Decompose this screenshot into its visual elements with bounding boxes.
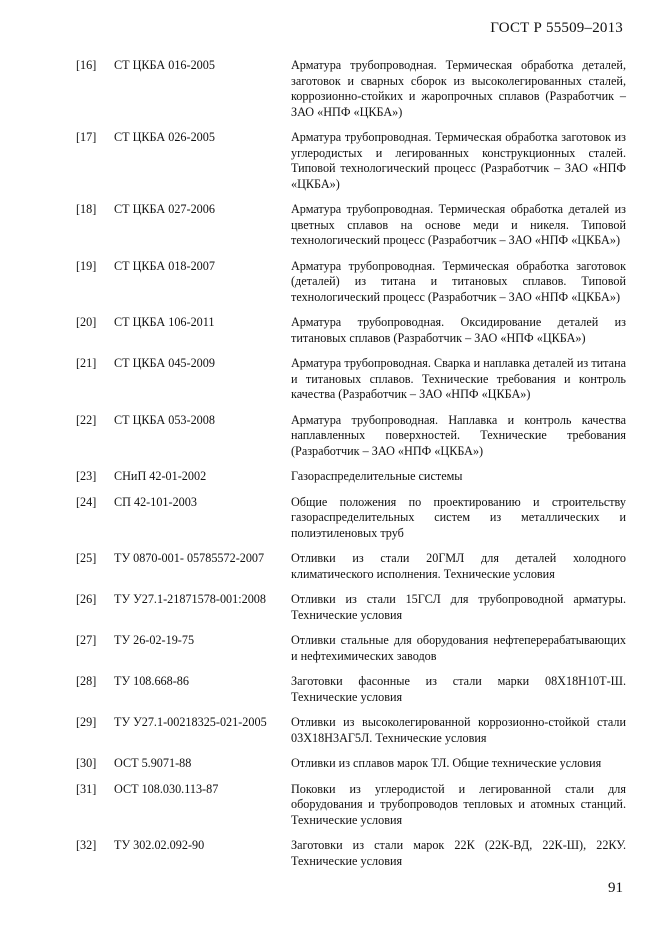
reference-number: [21] [76, 356, 97, 370]
reference-code: ТУ У27.1-21871578-001:2008 [114, 592, 266, 606]
reference-number: [23] [76, 469, 97, 483]
reference-row [76, 130, 626, 202]
reference-row [76, 551, 626, 592]
reference-row [76, 469, 626, 495]
reference-number: [28] [76, 674, 97, 688]
reference-description: Арматура трубопроводная. Наплавка и контроль качества наплавленных поверхностей. Технические требования (Разработчик – ЗАО «НПФ «ЦКБА») [291, 412, 626, 458]
reference-description: Арматура трубопроводная. Термическая обработка заготовок из углеродистых и легированных конструкционных сталей. Типовой технологический процесс (Разработчик – ЗАО «НПФ «ЦКБА») [291, 130, 626, 191]
reference-description: Арматура трубопроводная. Сварка и наплавка деталей из титана и титановых сплавов. Технические требования и контроль качества (Разработчик – ЗАО «НПФ «ЦКБА») [291, 356, 626, 401]
reference-row [76, 782, 626, 839]
reference-code: СТ ЦКБА 018-2007 [114, 258, 215, 273]
reference-code: ОСТ 5.9071-88 [114, 756, 192, 770]
reference-number: [18] [76, 202, 97, 216]
reference-description: Заготовки фасонные из стали марки 08Х18Н10Т-Ш. Технические условия [291, 674, 626, 704]
reference-row [76, 715, 626, 756]
reference-code: СП 42-101-2003 [114, 494, 197, 509]
reference-number: [20] [76, 315, 97, 329]
reference-row [76, 413, 626, 470]
reference-row [76, 756, 626, 782]
reference-number: [29] [76, 715, 97, 729]
reference-row [76, 202, 626, 259]
reference-code: СТ ЦКБА 053-2008 [114, 412, 215, 427]
reference-number: [31] [76, 781, 97, 796]
reference-number: [16] [76, 58, 97, 72]
reference-number: [30] [76, 756, 97, 770]
reference-description: Арматура трубопроводная. Оксидирование деталей из титановых сплавов (Разработчик – ЗАО «НПФ «ЦКБА») [291, 315, 626, 345]
reference-description: Арматура трубопроводная. Термическая обработка деталей, заготовок и сварных сборок из высоколегированных сталей, коррозионно-стойких и жаропрочных сплавов (Разработчик – ЗАО «НПФ «ЦКБА») [291, 58, 626, 119]
reference-number: [24] [76, 494, 97, 509]
reference-code: ТУ У27.1-00218325-021-2005 [114, 715, 267, 729]
reference-description: Общие положения по проектированию и строительству газораспределительных систем из металлических и полиэтиленовых труб [291, 494, 626, 540]
reference-row [76, 674, 626, 715]
reference-number: [19] [76, 258, 97, 273]
reference-description: Отливки из высоколегированной коррозионно-стойкой стали 03Х18Н3АГ5Л. Технические условия [291, 715, 626, 745]
reference-code: ОСТ 108.030.113-87 [114, 781, 219, 796]
reference-row [76, 838, 626, 879]
reference-description: Отливки из стали 15ГСЛ для трубопроводной арматуры. Технические условия [291, 592, 626, 622]
reference-number: [25] [76, 551, 97, 565]
reference-number: [26] [76, 592, 97, 606]
document-header: ГОСТ Р 55509–2013 [490, 20, 623, 36]
reference-number: [17] [76, 130, 97, 144]
reference-code: СТ ЦКБА 045-2009 [114, 356, 215, 370]
reference-code: СТ ЦКБА 016-2005 [114, 58, 215, 72]
reference-row [76, 495, 626, 552]
reference-row [76, 315, 626, 356]
reference-description: Арматура трубопроводная. Термическая обработка деталей из цветных сплавов на основе меди и никеля. Типовой технологический процесс (Разработчик – ЗАО «НПФ «ЦКБА») [291, 202, 626, 247]
reference-description: Отливки из сплавов марок ТЛ. Общие технические условия [291, 756, 602, 770]
reference-number: [27] [76, 633, 97, 647]
reference-code: СТ ЦКБА 026-2005 [114, 130, 215, 144]
reference-description: Отливки стальные для оборудования нефтеперерабатывающих и нефтехимических заводов [291, 633, 626, 663]
reference-code: СНиП 42-01-2002 [114, 469, 207, 483]
reference-code: СТ ЦКБА 106-2011 [114, 315, 215, 329]
reference-description: Поковки из углеродистой и легированной стали для оборудования и трубопроводов тепловых и атомных станций. Технические условия [291, 781, 626, 827]
reference-code: СТ ЦКБА 027-2006 [114, 202, 215, 216]
reference-number: [32] [76, 838, 97, 852]
reference-description: Арматура трубопроводная. Термическая обработка заготовок (деталей) из титана и титановых сплавов. Типовой технологический процесс (Разработчик – ЗАО «НПФ «ЦКБА») [291, 258, 626, 304]
reference-row [76, 58, 626, 130]
reference-code: ТУ 0870-001- 05785572-2007 [114, 551, 265, 565]
reference-code: ТУ 108.668-86 [114, 674, 189, 688]
page-number: 91 [608, 880, 623, 896]
references-table [76, 58, 626, 879]
reference-code: ТУ 302.02.092-90 [114, 838, 205, 852]
reference-row [76, 592, 626, 633]
reference-number: [22] [76, 412, 97, 427]
reference-description: Заготовки из стали марок 22К (22К-ВД, 22К-Ш), 22КУ. Технические условия [291, 838, 626, 868]
reference-description: Газораспределительные системы [291, 469, 463, 483]
reference-row [76, 259, 626, 316]
reference-row [76, 356, 626, 413]
reference-row [76, 633, 626, 674]
reference-description: Отливки из стали 20ГМЛ для деталей холодного климатического исполнения. Технические условия [291, 551, 626, 581]
reference-code: ТУ 26-02-19-75 [114, 633, 195, 647]
